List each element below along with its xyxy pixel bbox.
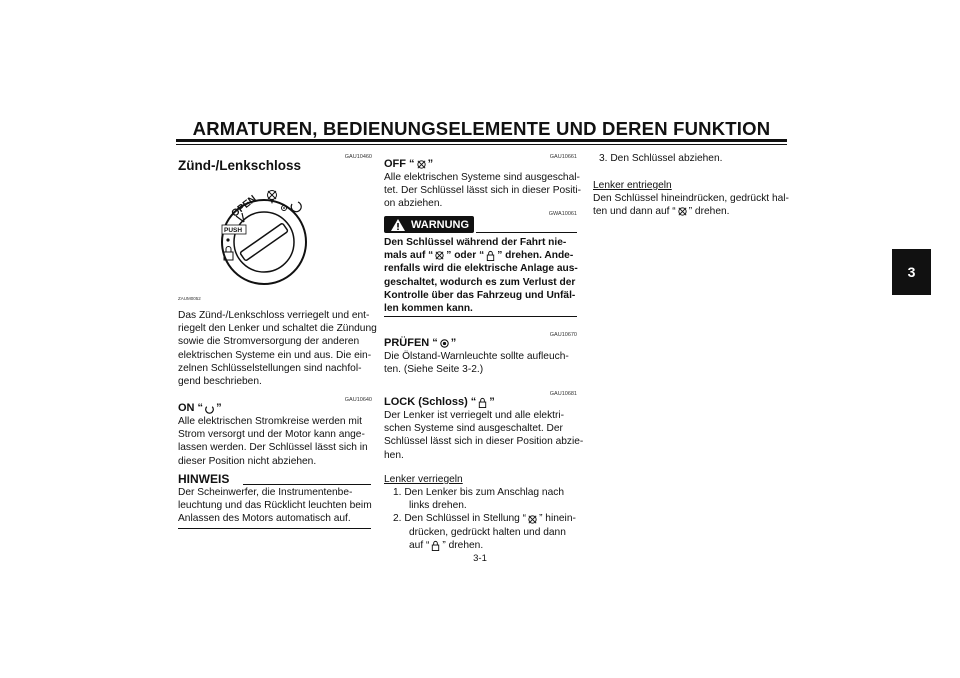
off-position-icon bbox=[434, 250, 445, 261]
hinweis-rule bbox=[243, 484, 371, 485]
off-position-icon bbox=[416, 159, 427, 170]
warning-badge bbox=[384, 216, 474, 233]
off-heading: OFF “ ” bbox=[384, 158, 434, 170]
doc-code: GAU10640 bbox=[344, 397, 372, 403]
chapter-tab: 3 bbox=[892, 249, 931, 295]
warning-end-rule bbox=[384, 316, 577, 317]
ignition-switch-figure bbox=[178, 182, 328, 302]
page-number: 3-1 bbox=[473, 553, 487, 564]
warning-text: Den Schlüssel während der Fahrt nie- mals auf “ ” oder “ ” drehen. Ande- renfalls wird die elektrische Anlage aus- geschaltet, wodurch es zum Verlust der Kontrolle über das Fahrzeug und Unfäl- len kommen kann. bbox=[384, 237, 578, 315]
lock-position-icon bbox=[430, 540, 441, 551]
entriegeln-subheading: Lenker entriegeln bbox=[593, 180, 672, 191]
off-text: Alle elektrischen Systeme sind ausgeschal- tet. Der Schlüssel lässt sich in dieser Positi- on abziehen. bbox=[384, 172, 582, 210]
hinweis-end-rule bbox=[178, 528, 371, 529]
open-label: OPEN bbox=[229, 193, 259, 220]
intro-text: Das Zünd-/Lenkschloss verriegelt und ent- riegelt den Lenker und schaltet die Zündung sowie die Stromversorgung der anderen elektrischen Systeme ein und aus. Die ein- zelnen Schlüsselstellungen sind nachfol- gend beschrieben. bbox=[178, 310, 377, 388]
push-label: PUSH bbox=[224, 227, 243, 234]
lock-text: Der Lenker ist verriegelt und alle elektri- schen Systeme sind ausgeschaltet. Der Schlüssel lässt sich in dieser Position abzie- hen. bbox=[384, 410, 584, 461]
pruefen-text: Die Ölstand-Warnleuchte sollte aufleuch- ten. (Siehe Seite 3-2.) bbox=[384, 351, 569, 376]
doc-code: GAU10460 bbox=[344, 154, 372, 160]
warning-triangle-icon bbox=[390, 218, 406, 232]
doc-code: GWA10061 bbox=[548, 211, 577, 217]
on-position-icon bbox=[291, 202, 301, 212]
hinweis-label: HINWEIS bbox=[178, 472, 230, 486]
on-position-icon bbox=[204, 403, 215, 414]
off-position-icon bbox=[677, 206, 688, 217]
warning-rule bbox=[476, 232, 577, 233]
section-heading: Zünd-/Lenkschloss bbox=[178, 158, 302, 173]
verriegeln-step3: 3. Den Schlüssel abziehen. bbox=[599, 153, 723, 164]
header-rule-thin bbox=[176, 144, 787, 145]
doc-code: GAU10661 bbox=[549, 154, 577, 160]
on-heading: ON “ ” bbox=[178, 402, 222, 414]
off-position-icon bbox=[527, 514, 538, 525]
figure-id: ZAUM0052 bbox=[178, 296, 201, 301]
on-text: Alle elektrischen Stromkreise werden mit Strom versorgt und der Motor kann ange- lassen werden. Der Schlüssel lässt sich in dieser Position nicht abziehen. bbox=[178, 416, 368, 467]
doc-code: GAU10681 bbox=[549, 391, 577, 397]
lock-position-icon bbox=[477, 397, 488, 408]
check-position-icon bbox=[439, 338, 450, 349]
warning-label: WARNUNG bbox=[411, 218, 470, 231]
header-rule-thick bbox=[176, 139, 787, 142]
verriegeln-steps: 1. Den Lenker bis zum Anschlag nach links drehen. 2. Den Schlüssel in Stellung “ ” hinein- drücken, gedrückt halten und dann auf “ ” drehen. bbox=[393, 487, 576, 551]
lock-heading: LOCK (Schloss) “ ” bbox=[384, 396, 495, 408]
entriegeln-text: Den Schlüssel hineindrücken, gedrückt hal- ten und dann auf “ ” drehen. bbox=[593, 193, 789, 218]
lock-position-icon bbox=[485, 250, 496, 261]
verriegeln-subheading: Lenker verriegeln bbox=[384, 474, 463, 485]
pruefen-heading: PRÜFEN “ ” bbox=[384, 337, 457, 349]
hinweis-text: Der Scheinwerfer, die Instrumentenbe- leuchtung und das Rücklicht leuchten beim Anlassen des Motors automatisch auf. bbox=[178, 487, 372, 525]
page-title: ARMATUREN, BEDIENUNGSELEMENTE UND DEREN FUNKTION bbox=[192, 118, 771, 139]
doc-code: GAU10670 bbox=[549, 332, 577, 338]
